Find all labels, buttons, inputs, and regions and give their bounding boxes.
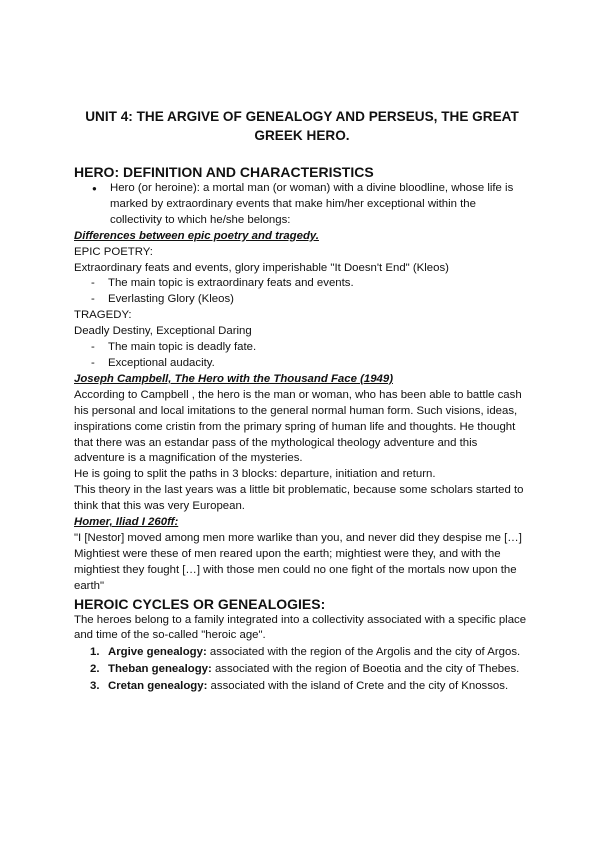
homer-quote: "I [Nestor] moved among men more warlike than you, and never did they despise me […] Mightiest were these of men reared upon the earth; mightiest were they, and with the mightiest they fought […] with those men could no one fight of the mortals now upon the earth" (74, 531, 522, 592)
homer-subheading: Homer, Iliad I 260ff: (74, 516, 179, 529)
tragedy-label: TRAGEDY: (74, 309, 132, 322)
campbell-paragraph: He is going to split the paths in 3 blocks: departure, initiation and return. (74, 468, 436, 481)
epic-label: EPIC POETRY: (74, 245, 153, 258)
epic-list (74, 276, 530, 308)
hero-definition-list (74, 181, 530, 229)
genealogy-description: associated with the island of Crete and the city of Knossos. (207, 680, 509, 693)
tragedy-list-item: - The main topic is deadly fate. (74, 340, 530, 356)
genealogy-term: Cretan genealogy: (108, 680, 208, 693)
genealogy-number: 1. (90, 646, 100, 659)
section-heading-genealogies: HEROIC CYCLES OR GENEALOGIES: (74, 595, 326, 612)
tragedy-list (74, 340, 530, 372)
epic-list-item: - Everlasting Glory (Kleos) (74, 292, 530, 308)
genealogy-item (74, 679, 530, 695)
differences-subheading: Differences between epic poetry and tragedy. (74, 229, 319, 242)
tragedy-description: Deadly Destiny, Exceptional Daring (74, 325, 252, 338)
hero-definition-item: ● Hero (or heroine): a mortal man (or woman) with a divine bloodline, whose life is marked by extraordinary events that make him/her exceptional within the collectivity to which he/she belongs: (74, 181, 530, 229)
epic-list-item: - The main topic is extraordinary feats and events. (74, 276, 530, 292)
genealogy-description: associated with the region of Boeotia and the city of Thebes. (211, 663, 520, 676)
tragedy-list-item: - Exceptional audacity. (74, 356, 530, 372)
genealogy-item (74, 662, 530, 678)
genealogy-number: 2. (90, 663, 100, 676)
section-heading-hero: HERO: DEFINITION AND CHARACTERISTICS (74, 164, 374, 180)
genealogies-intro: The heroes belong to a family integrated into a collectivity associated with a specific place and time of the so-called "heroic age". (74, 613, 527, 642)
genealogy-description: associated with the region of the Argolis and the city of Argos. (206, 646, 521, 659)
campbell-paragraph: According to Campbell , the hero is the man or woman, who has been able to battle cash his personal and local imitations to the general normal human form. Such visions, ideas, inspirations come cristin from the primary spring of human life and thoughts. He thought that there was an estandar pass of the mythological theology adventure and this adventure is a magnification of the mysteries. (74, 388, 522, 465)
genealogy-term: Argive genealogy: (108, 646, 207, 659)
genealogies-list (74, 645, 530, 695)
genealogy-item (74, 645, 530, 661)
epic-description: Extraordinary feats and events, glory imperishable "It Doesn't End" (Kleos) (74, 261, 449, 274)
campbell-subheading: Joseph Campbell, The Hero with the Thousand Face (1949) (74, 372, 393, 385)
genealogy-term: Theban genealogy: (108, 663, 212, 676)
campbell-paragraph: This theory in the last years was a little bit problematic, because some scholars started to think that this was very European. (74, 484, 524, 513)
genealogy-number: 3. (90, 680, 100, 693)
document-title: UNIT 4: THE ARGIVE OF GENEALOGY AND PERSEUS, THE GREAT GREEK HERO. (85, 109, 519, 143)
document-content (74, 107, 530, 695)
